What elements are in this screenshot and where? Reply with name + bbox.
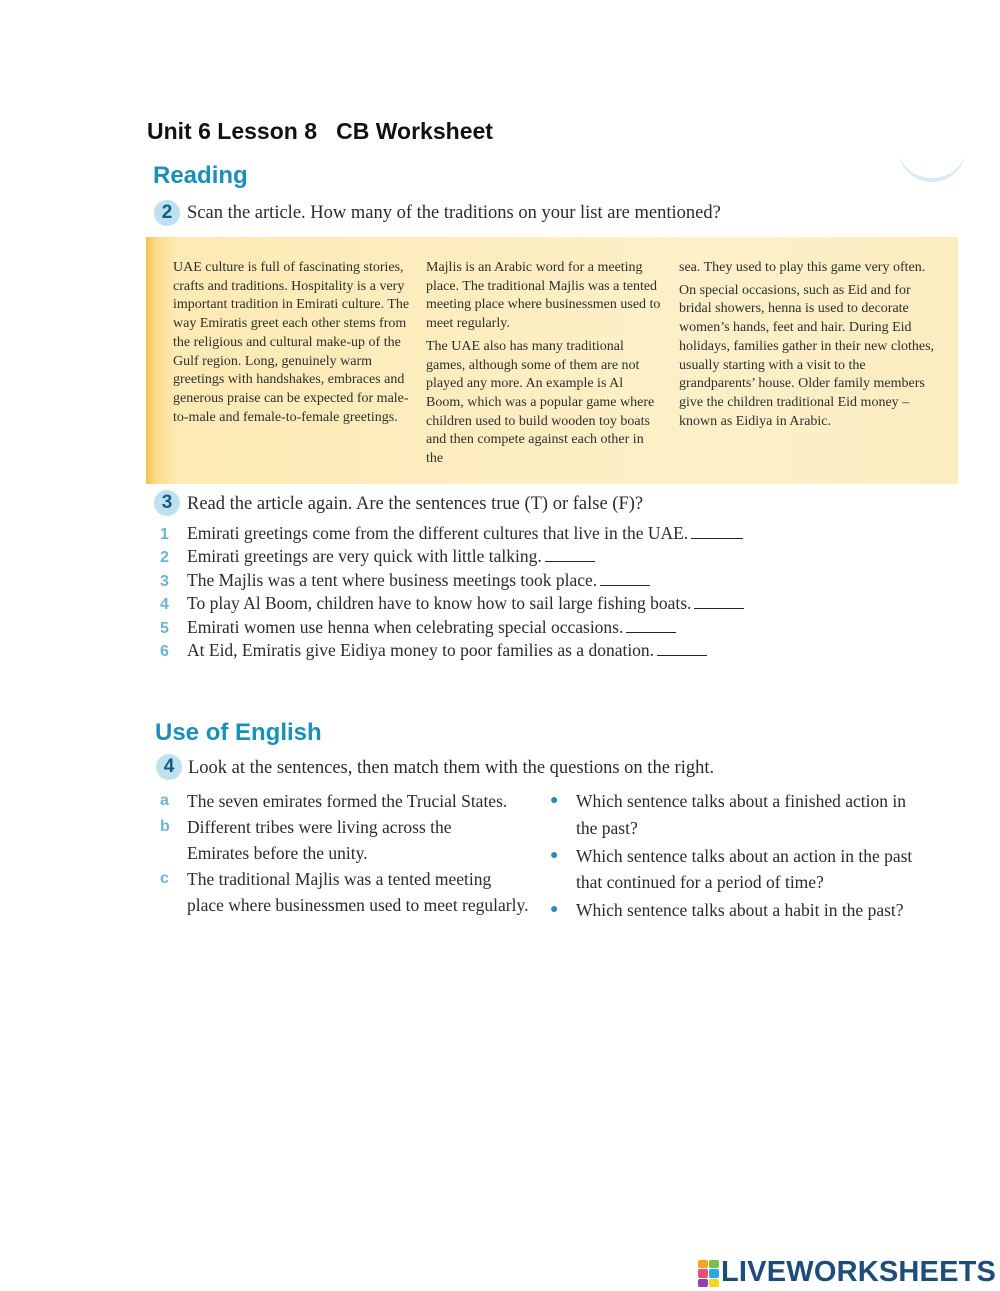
tf-item-text: The Majlis was a tent where business meetings took place. bbox=[187, 569, 598, 590]
sentence-letter: c bbox=[160, 870, 169, 887]
tf-item-text: To play Al Boom, children have to know how to sail large fishing boats. bbox=[187, 593, 692, 614]
tf-item-number: 6 bbox=[160, 642, 169, 660]
article-paragraph: On special occasions, such as Eid and for bridal showers, henna is used to decorate women’s hands, feet and hair. During Eid holidays, families gather in their new clothes, usually starting with a visit to the grandparents’ house. Older family members give the children traditional Eid money – known as Eidiya in Arabic. bbox=[679, 282, 935, 429]
logo-tile bbox=[698, 1260, 708, 1269]
question-text: Which sentence talks about a habit in the past? bbox=[576, 900, 904, 920]
answer-blank[interactable] bbox=[657, 643, 707, 656]
question-item[interactable] bbox=[550, 897, 930, 924]
article-column-2 bbox=[426, 259, 664, 473]
use-of-english-heading: Use of English bbox=[155, 719, 322, 746]
exercise-3-number: 3 bbox=[154, 490, 180, 516]
exercise-4-instruction: Look at the sentences, then match them with the questions on the right. bbox=[188, 758, 715, 778]
sentence-text: Different tribes were living across the Emirates before the unity. bbox=[187, 817, 452, 863]
logo-tile bbox=[709, 1260, 719, 1269]
bullet-icon: ● bbox=[550, 847, 559, 863]
tf-item-number: 4 bbox=[160, 596, 169, 614]
answer-blank[interactable] bbox=[626, 620, 676, 633]
tf-item-text: Emirati greetings are very quick with little talking. bbox=[187, 546, 542, 567]
logo-tile bbox=[709, 1279, 719, 1288]
sentence-item bbox=[160, 866, 530, 918]
logo-tile bbox=[709, 1269, 719, 1278]
tf-item-text: Emirati greetings come from the different cultures that live in the UAE. bbox=[187, 523, 689, 543]
answer-blank[interactable] bbox=[694, 596, 744, 609]
bullet-icon: ● bbox=[550, 793, 559, 808]
question-list bbox=[550, 788, 930, 925]
question-item[interactable] bbox=[550, 788, 930, 841]
exercise-4-number: 4 bbox=[156, 754, 182, 780]
tf-item-text: Emirati women use henna when celebrating special occasions. bbox=[187, 616, 624, 637]
article-paragraph: The UAE also has many traditional games, although some of them are not played any more. An example is Al Boom, which was a popular game where children used to build wooden toy boats and then compete against each other in the bbox=[426, 338, 655, 467]
sentence-list bbox=[160, 788, 540, 918]
tf-item bbox=[160, 570, 880, 593]
logo-tile bbox=[698, 1269, 708, 1278]
answer-blank[interactable] bbox=[600, 573, 650, 586]
tf-item bbox=[160, 546, 880, 569]
sentence-letter: a bbox=[160, 792, 169, 809]
sentence-text: The traditional Majlis was a tented meeting place where businessmen used to meet regularly. bbox=[187, 869, 529, 915]
sentence-item bbox=[160, 814, 500, 866]
reading-heading: Reading bbox=[153, 162, 248, 189]
exercise-2-number: 2 bbox=[154, 200, 180, 226]
logo-text: LIVEWORKSHEETS bbox=[721, 1256, 997, 1288]
article-paragraph: sea. They used to play this game very often. bbox=[679, 260, 926, 275]
tf-item-number: 1 bbox=[160, 526, 169, 543]
bullet-icon: ● bbox=[550, 902, 559, 917]
tf-item-number: 5 bbox=[160, 619, 169, 637]
exercise-3-instruction: Read the article again. Are the sentences true (T) or false (F)? bbox=[187, 494, 644, 514]
article-column-3 bbox=[679, 259, 939, 435]
true-false-list bbox=[160, 523, 880, 663]
sentence-item bbox=[160, 788, 540, 814]
tf-item bbox=[160, 617, 880, 640]
tf-item bbox=[160, 523, 880, 546]
logo-tile bbox=[698, 1279, 708, 1288]
worksheet-title: Unit 6 Lesson 8 CB Worksheet bbox=[147, 118, 493, 144]
tf-item bbox=[160, 593, 880, 616]
liveworksheets-logo bbox=[698, 1256, 996, 1289]
answer-blank[interactable] bbox=[545, 549, 595, 562]
tf-item bbox=[160, 640, 880, 663]
sentence-letter: b bbox=[160, 818, 170, 835]
answer-blank[interactable] bbox=[691, 526, 743, 539]
article-paragraph: Majlis is an Arabic word for a meeting place. The traditional Majlis was a tented meeting place where businessmen used to meet regularly. bbox=[426, 260, 661, 332]
tf-item-text: At Eid, Emiratis give Eidiya money to poor families as a donation. bbox=[187, 639, 655, 660]
logo-icon bbox=[698, 1260, 718, 1286]
tf-item-number: 3 bbox=[160, 572, 169, 590]
question-item[interactable] bbox=[550, 843, 930, 896]
article-paragraph: UAE culture is full of fascinating stories, crafts and traditions. Hospitality is a very important tradition in Emirati culture. The way Emiratis greet each other stems from the religious and cultural make-up of the Gulf region. Long, genuinely warm greetings with handshakes, embraces and generous praise can be expected for male-to-male and female-to-female greetings. bbox=[173, 260, 410, 425]
sentence-text: The seven emirates formed the Trucial States. bbox=[187, 791, 508, 811]
article-column-1 bbox=[173, 259, 413, 431]
question-text: Which sentence talks about a finished action in the past? bbox=[576, 791, 906, 838]
tf-item-number: 2 bbox=[160, 549, 169, 567]
question-text: Which sentence talks about an action in the past that continued for a period of time? bbox=[576, 845, 913, 892]
exercise-2-instruction: Scan the article. How many of the traditions on your list are mentioned? bbox=[187, 203, 721, 223]
decorative-arc bbox=[898, 140, 966, 182]
